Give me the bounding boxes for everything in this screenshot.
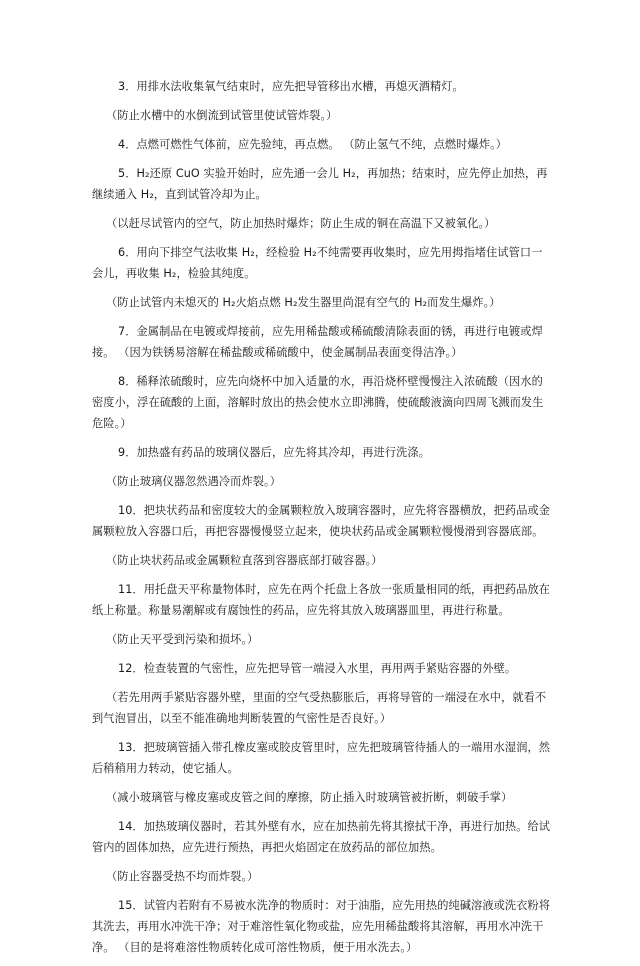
note-paragraph: （以赶尽试管内的空气，防止加热时爆炸；防止生成的铜在高温下又被氧化。） xyxy=(106,217,496,230)
paragraph: 4．点燃可燃性气体前，应先验纯，再点燃。 （防止氢气不纯，点燃时爆炸。） xyxy=(118,138,508,151)
note-paragraph: （防止块状药品或金属颗粒直落到容器底部打破容器。） xyxy=(106,554,383,567)
note-paragraph: （若先用两手紧贴容器外壁，里面的空气受热膨胀后，再将导管的一端浸在水中，就看不到气泡冒出，以至不能准确地判断装置的气密性是否良好。） xyxy=(92,691,547,725)
paragraph: 8．稀释浓硫酸时，应先向烧杯中加入适量的水，再沿烧杯壁慢慢注入浓硫酸（因水的密度小，浮在硫酸的上面，溶解时放出的热会使水立即沸腾，使硫酸液滴向四周飞溅而发生危险。） xyxy=(92,375,544,430)
paragraph: 13．把玻璃管插入带孔橡皮塞或胶皮管里时，应先把玻璃管待插人的一端用水湿润，然后稍稍用力转动，使它插人。 xyxy=(92,741,551,775)
paragraph: 11．用托盘天平称量物体时，应先在两个托盘上各放一张质量相同的纸，再把药品放在纸上称量。称量易潮解或有腐蚀性的药品，应先将其放入玻璃器皿里，再进行称量。 xyxy=(92,583,551,617)
paragraph: 10．把块状药品和密度较大的金属颗粒放入玻璃容器时，应先将容器横放，把药品或金属颗粒放入容器口后，再把容器慢慢竖立起来，使块状药品或金属颗粒慢慢滑到容器底部。 xyxy=(92,504,551,538)
paragraph: 3．用排水法收集氧气结束时，应先把导管移出水槽，再熄灭酒精灯。 xyxy=(118,80,464,93)
note-paragraph: （防止容器受热不均而炸裂。） xyxy=(106,870,259,883)
paragraph: 15．试管内若附有不易被水洗净的物质时：对于油脂，应先用热的纯碱溶液或洗衣粉将其洗去，再用水冲洗干净；对于难溶性氧化物或盐，应先用稀盐酸将其溶解，再用水冲洗干净。 （目的是将难溶性物质转化成可溶性物质，便于用水洗去。） xyxy=(92,899,551,954)
note-paragraph: （防止玻璃仪器忽然遇冷而炸裂。） xyxy=(106,475,282,488)
paragraph: 7．金属制品在电镀或焊接前，应先用稀盐酸或稀硫酸清除表面的锈，再进行电镀或焊接。 （因为铁锈易溶解在稀盐酸或稀硫酸中，使金属制品表面变得洁净。） xyxy=(92,325,543,359)
paragraph: 6．用向下排空气法收集 H₂，经检验 H₂不纯需要再收集时，应先用拇指堵住试管口一会儿，再收集 H₂，检验其纯度。 xyxy=(92,246,543,280)
paragraph: 12．检查装置的气密性，应先把导管一端浸入水里，再用两手紧贴容器的外壁。 xyxy=(118,662,517,675)
note-paragraph: （防止天平受到污染和损坏。） xyxy=(106,633,259,646)
note-paragraph: （防止试管内未熄灭的 H₂火焰点燃 H₂发生器里尚混有空气的 H₂而发生爆炸。） xyxy=(106,296,501,309)
paragraph: 5．H₂还原 CuO 实验开始时，应先通一会儿 H₂，再加热；结束时，应先停止加热，再继续通入 H₂，直到试管冷却为止。 xyxy=(92,167,548,201)
paragraph: 14．加热玻璃仪器时，若其外壁有水，应在加热前先将其擦拭干净，再进行加热。给试管内的固体加热，应先进行预热，再把火焰固定在放药品的部位加热。 xyxy=(92,820,551,854)
paragraph: 9．加热盛有药品的玻璃仪器后，应先将其冷却，再进行洗涤。 xyxy=(118,446,430,459)
note-paragraph: （减小玻璃管与橡皮塞或皮管之间的摩擦，防止插入时玻璃管被折断，刺破手掌） xyxy=(106,791,513,804)
note-paragraph: （防止水槽中的水倒流到试管里使试管炸裂。） xyxy=(106,109,338,122)
document-body xyxy=(92,76,552,966)
